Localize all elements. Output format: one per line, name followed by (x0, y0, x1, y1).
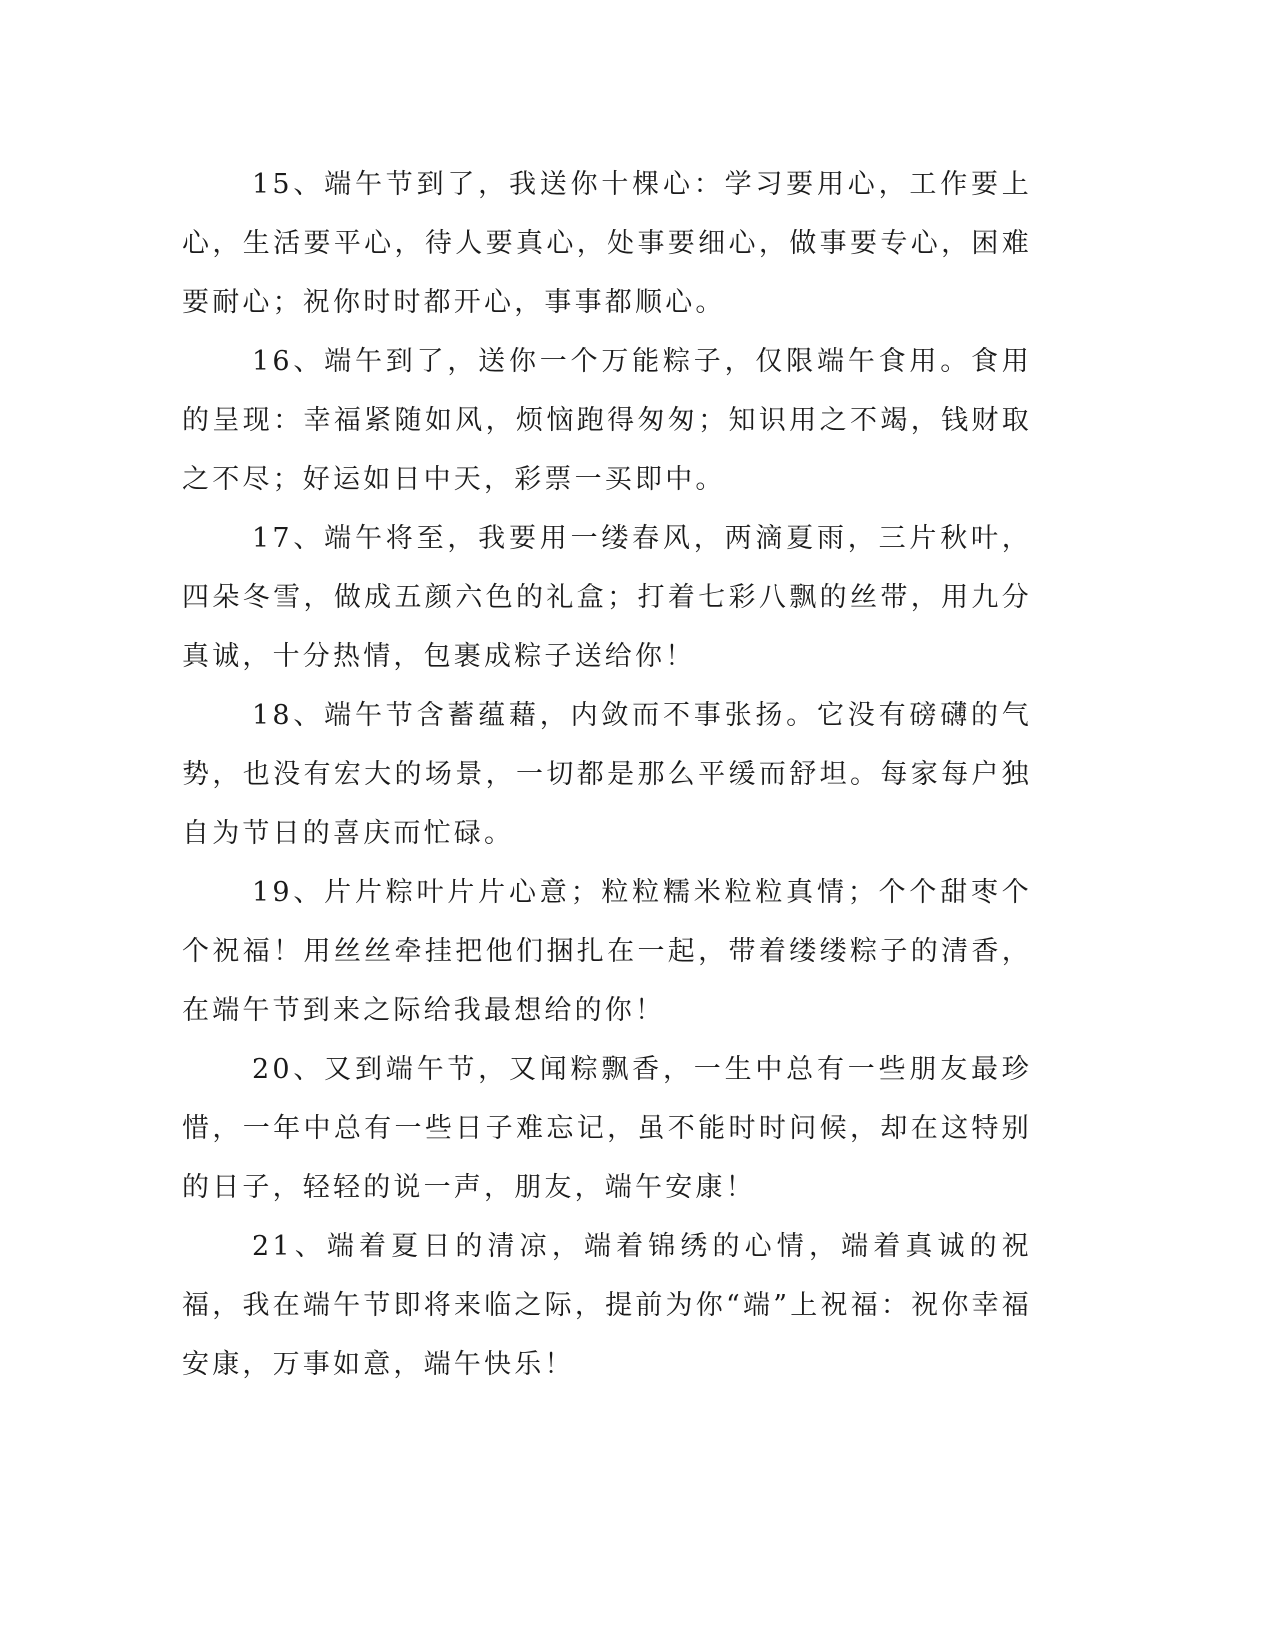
document-body (182, 155, 1032, 1394)
paragraph-18: 18、端午节含蓄蕴藉，内敛而不事张扬。它没有磅礴的气势，也没有宏大的场景，一切都是那么平缓而舒坦。每家每户独自为节日的喜庆而忙碌。 (182, 700, 1032, 849)
paragraph-17: 17、端午将至，我要用一缕春风，两滴夏雨，三片秋叶，四朵冬雪，做成五颜六色的礼盒；打着七彩八飘的丝带，用九分真诚，十分热情，包裹成粽子送给你！ (182, 523, 1032, 672)
paragraph-21: 21、端着夏日的清凉，端着锦绣的心情，端着真诚的祝福，我在端午节即将来临之际，提前为你“端”上祝福：祝你幸福安康，万事如意，端午快乐！ (182, 1231, 1032, 1380)
paragraph-20: 20、又到端午节，又闻粽飘香，一生中总有一些朋友最珍惜，一年中总有一些日子难忘记，虽不能时时问候，却在这特别的日子，轻轻的说一声，朋友，端午安康！ (182, 1054, 1032, 1203)
paragraph-15: 15、端午节到了，我送你十棵心：学习要用心，工作要上心，生活要平心，待人要真心，处事要细心，做事要专心，困难要耐心；祝你时时都开心，事事都顺心。 (182, 169, 1032, 318)
paragraph-19: 19、片片粽叶片片心意；粒粒糯米粒粒真情；个个甜枣个个祝福！用丝丝牵挂把他们捆扎在一起，带着缕缕粽子的清香，在端午节到来之际给我最想给的你！ (182, 877, 1032, 1026)
paragraph-16: 16、端午到了，送你一个万能粽子，仅限端午食用。食用的呈现：幸福紧随如风，烦恼跑得匆匆；知识用之不竭，钱财取之不尽；好运如日中天，彩票一买即中。 (182, 346, 1032, 495)
